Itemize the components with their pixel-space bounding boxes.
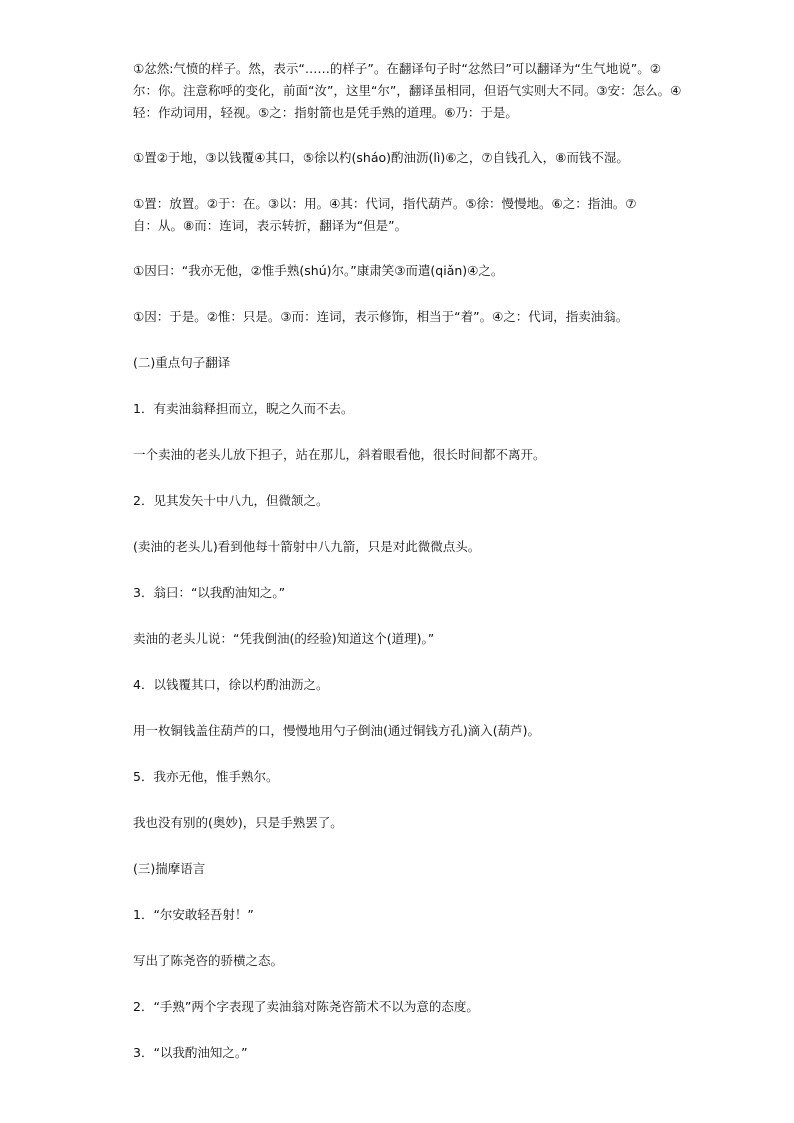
key-sentence-5-translation: 我也没有别的(奥妙)，只是手熟罢了。: [133, 815, 343, 830]
quote-sentence-1: ①置②于地，③以钱覆④其口，⑤徐以杓(sháo)酌油沥(lì)⑥之，⑦自钱孔入，⑧而钱不湿。: [133, 150, 629, 165]
quote-sentence-2: ①因曰：“我亦无他，②惟手熟(shú)尔。”康肃笑③而遣(qiǎn)④之。: [133, 263, 504, 278]
key-sentence-1: 1．有卖油翁释担而立，睨之久而不去。: [133, 401, 354, 416]
annotation-line: 尔：你。注意称呼的变化，前面“汝”，这里“尔”，翻译虽相同，但语气实则大不同。③安：怎么。④: [133, 83, 682, 98]
key-sentence-5: 5．我亦无他，惟手熟尔。: [133, 769, 279, 784]
language-item-1: 1．“尔安敢轻吾射！”: [133, 907, 254, 922]
language-item-2: 2．“手熟”两个字表现了卖油翁对陈尧咨箭术不以为意的态度。: [133, 999, 479, 1014]
annotation-line: ①忿然:气愤的样子。然，表示“……的样子”。在翻译句子时“忿然曰”可以翻译为“生气地说”。②: [133, 61, 661, 76]
annotation-paragraph-3: ①因：于是。②惟：只是。③而：连词，表示修饰，相当于“着”。④之：代词，指卖油翁。: [133, 309, 629, 324]
key-sentence-4-translation: 用一枚铜钱盖住葫芦的口，慢慢地用勺子倒油(通过铜钱方孔)滴入(葫芦)。: [133, 723, 541, 738]
annotation-paragraph-1: [133, 58, 693, 124]
annotation-line: 轻：作动词用，轻视。⑤之：指射箭也是凭手熟的道理。⑥乃：于是。: [133, 105, 518, 120]
key-sentence-2: 2．见其发矢十中八九，但微颔之。: [133, 493, 329, 508]
key-sentence-3: 3．翁曰：“以我酌油知之。”: [133, 585, 286, 600]
key-sentence-4: 4．以钱覆其口，徐以杓酌油沥之。: [133, 677, 329, 692]
key-sentence-3-translation: 卖油的老头儿说：“凭我倒油(的经验)知道这个(道理)。”: [133, 631, 435, 646]
language-item-1-note: 写出了陈尧咨的骄横之态。: [133, 953, 284, 968]
section-heading-translation: (二)重点句子翻译: [133, 355, 231, 370]
key-sentence-1-translation: 一个卖油的老头儿放下担子，站在那儿，斜着眼看他，很长时间都不离开。: [133, 447, 546, 462]
annotation-line: 自：从。⑧而：连词，表示转折，翻译为“但是”。: [133, 218, 408, 233]
language-item-3: 3．“以我酌油知之。”: [133, 1045, 248, 1060]
annotation-line: ①置：放置。②于：在。③以：用。④其：代词，指代葫芦。⑤徐：慢慢地。⑥之：指油。⑦: [133, 196, 637, 211]
section-heading-language: (三)揣摩语言: [133, 861, 206, 876]
key-sentence-2-translation: (卖油的老头儿)看到他每十箭射中八九箭，只是对此微微点头。: [133, 539, 481, 554]
annotation-paragraph-2: [133, 193, 693, 237]
